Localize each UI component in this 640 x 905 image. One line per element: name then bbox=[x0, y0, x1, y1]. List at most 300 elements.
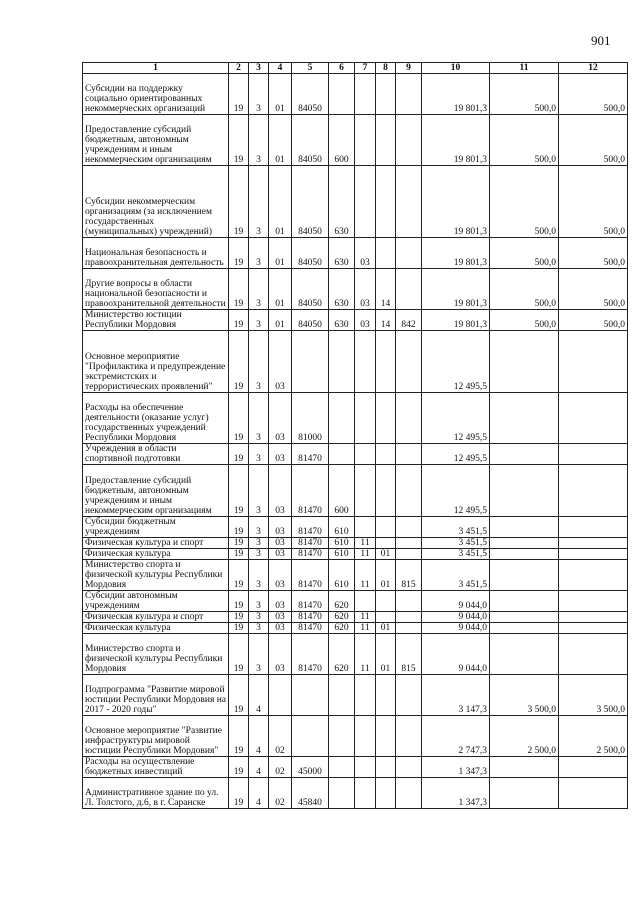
row-name-cell: Расходы на осуществление бюджетных инвестиций bbox=[83, 757, 229, 778]
header-cell: 2 bbox=[229, 63, 249, 74]
table-cell: 19 bbox=[229, 310, 249, 331]
table-cell: 3 bbox=[249, 538, 269, 549]
table-cell bbox=[292, 331, 329, 393]
table-cell bbox=[355, 393, 376, 444]
table-cell: 3 bbox=[249, 634, 269, 675]
table-cell: 500,0 bbox=[490, 115, 559, 166]
table-cell bbox=[329, 757, 355, 778]
table-cell: 19 801,3 bbox=[422, 310, 490, 331]
table-cell bbox=[490, 444, 559, 465]
table-cell: 3 bbox=[249, 549, 269, 560]
table-cell: 500,0 bbox=[490, 166, 559, 238]
row-name-cell: Предоставление субсидий бюджетным, автономным учреждениям и иным некоммерческим организациям bbox=[83, 465, 229, 517]
header-row bbox=[83, 63, 628, 74]
table-row bbox=[83, 74, 628, 115]
header-cell: 9 bbox=[396, 63, 422, 74]
table-cell: 3 500,0 bbox=[490, 675, 559, 716]
table-cell bbox=[376, 465, 396, 517]
table-cell bbox=[490, 591, 559, 612]
table-cell: 03 bbox=[269, 444, 292, 465]
table-row bbox=[83, 757, 628, 778]
table-cell bbox=[490, 623, 559, 634]
table-cell bbox=[376, 331, 396, 393]
table-cell bbox=[490, 549, 559, 560]
table-cell bbox=[376, 166, 396, 238]
table-cell bbox=[396, 444, 422, 465]
table-cell: 19 bbox=[229, 166, 249, 238]
table-cell: 11 bbox=[355, 560, 376, 591]
table-row bbox=[83, 778, 628, 809]
table-cell bbox=[329, 716, 355, 757]
table-cell: 03 bbox=[269, 517, 292, 538]
table-cell: 19 bbox=[229, 465, 249, 517]
table-cell: 11 bbox=[355, 634, 376, 675]
table-cell: 1 347,3 bbox=[422, 757, 490, 778]
budget-table bbox=[82, 62, 628, 809]
table-cell bbox=[396, 549, 422, 560]
header-cell: 6 bbox=[329, 63, 355, 74]
table-cell: 19 bbox=[229, 538, 249, 549]
table-row bbox=[83, 444, 628, 465]
table-cell bbox=[376, 393, 396, 444]
table-cell bbox=[329, 74, 355, 115]
table-cell: 03 bbox=[355, 269, 376, 310]
table-cell: 842 bbox=[396, 310, 422, 331]
table-cell: 500,0 bbox=[559, 74, 628, 115]
table-cell bbox=[396, 166, 422, 238]
table-row bbox=[83, 331, 628, 393]
table-cell: 500,0 bbox=[490, 74, 559, 115]
table-cell: 81470 bbox=[292, 465, 329, 517]
table-cell: 3 147,3 bbox=[422, 675, 490, 716]
table-cell: 3 bbox=[249, 166, 269, 238]
table-cell bbox=[355, 331, 376, 393]
table-row bbox=[83, 623, 628, 634]
table-cell: 03 bbox=[269, 465, 292, 517]
table-cell: 500,0 bbox=[559, 269, 628, 310]
table-cell bbox=[376, 115, 396, 166]
row-name-cell: Субсидии на поддержку социально ориентированных некоммерческих организаций bbox=[83, 74, 229, 115]
table-cell: 815 bbox=[396, 560, 422, 591]
table-cell: 02 bbox=[269, 757, 292, 778]
table-cell: 84050 bbox=[292, 166, 329, 238]
table-cell: 01 bbox=[269, 166, 292, 238]
table-row bbox=[83, 549, 628, 560]
table-cell bbox=[396, 591, 422, 612]
table-cell: 610 bbox=[329, 560, 355, 591]
row-name-cell: Субсидии автономным учреждениям bbox=[83, 591, 229, 612]
table-cell: 3 bbox=[249, 623, 269, 634]
table-cell: 12 495,5 bbox=[422, 393, 490, 444]
table-cell: 01 bbox=[376, 549, 396, 560]
table-cell bbox=[376, 517, 396, 538]
table-cell bbox=[329, 778, 355, 809]
table-cell: 3 bbox=[249, 393, 269, 444]
table-cell: 3 bbox=[249, 74, 269, 115]
table-cell bbox=[559, 757, 628, 778]
table-cell: 81000 bbox=[292, 393, 329, 444]
table-cell bbox=[292, 716, 329, 757]
table-row bbox=[83, 612, 628, 623]
table-cell: 11 bbox=[355, 612, 376, 623]
table-cell bbox=[376, 444, 396, 465]
row-name-cell: Административное здание по ул. Л. Толстого, д.6, в г. Саранске bbox=[83, 778, 229, 809]
header-cell: 8 bbox=[376, 63, 396, 74]
table-cell: 81470 bbox=[292, 444, 329, 465]
table-cell bbox=[559, 517, 628, 538]
row-name-cell: Подпрограмма "Развитие мировой юстиции Республики Мордовия на 2017 - 2020 годы" bbox=[83, 675, 229, 716]
table-cell bbox=[396, 517, 422, 538]
row-name-cell: Учреждения в области спортивной подготовки bbox=[83, 444, 229, 465]
table-cell bbox=[376, 716, 396, 757]
table-cell bbox=[490, 612, 559, 623]
table-cell bbox=[376, 757, 396, 778]
table-cell bbox=[396, 238, 422, 269]
table-cell bbox=[559, 591, 628, 612]
table-row bbox=[83, 393, 628, 444]
table-cell bbox=[376, 74, 396, 115]
table-cell: 19 bbox=[229, 549, 249, 560]
table-cell bbox=[396, 115, 422, 166]
table-row bbox=[83, 166, 628, 238]
table-cell bbox=[559, 331, 628, 393]
table-cell: 01 bbox=[269, 74, 292, 115]
table-cell bbox=[559, 465, 628, 517]
table-cell: 19 bbox=[229, 634, 249, 675]
table-cell: 3 451,5 bbox=[422, 538, 490, 549]
table-cell: 19 bbox=[229, 115, 249, 166]
table-cell bbox=[559, 560, 628, 591]
table-cell: 02 bbox=[269, 778, 292, 809]
table-cell: 11 bbox=[355, 623, 376, 634]
table-cell: 19 bbox=[229, 393, 249, 444]
table-cell: 500,0 bbox=[559, 310, 628, 331]
table-cell: 12 495,5 bbox=[422, 331, 490, 393]
table-row bbox=[83, 675, 628, 716]
header-cell: 5 bbox=[292, 63, 329, 74]
table-cell: 3 bbox=[249, 560, 269, 591]
table-cell: 620 bbox=[329, 623, 355, 634]
row-name-cell: Основное мероприятие "Развитие инфраструктуры мировой юстиции Республики Мордовия" bbox=[83, 716, 229, 757]
table-cell bbox=[396, 612, 422, 623]
table-cell: 19 bbox=[229, 331, 249, 393]
table-cell bbox=[490, 634, 559, 675]
table-cell: 19 801,3 bbox=[422, 269, 490, 310]
table-cell bbox=[355, 444, 376, 465]
table-row bbox=[83, 716, 628, 757]
row-name-cell: Физическая культура bbox=[83, 623, 229, 634]
table-cell: 03 bbox=[355, 238, 376, 269]
table-cell: 81470 bbox=[292, 591, 329, 612]
table-cell: 01 bbox=[376, 634, 396, 675]
table-cell bbox=[396, 675, 422, 716]
table-cell bbox=[396, 465, 422, 517]
table-cell bbox=[329, 331, 355, 393]
table-cell: 630 bbox=[329, 238, 355, 269]
table-cell: 81470 bbox=[292, 549, 329, 560]
table-cell: 19 bbox=[229, 778, 249, 809]
table-cell: 03 bbox=[269, 612, 292, 623]
table-cell: 620 bbox=[329, 591, 355, 612]
table-cell: 81470 bbox=[292, 538, 329, 549]
table-cell bbox=[396, 74, 422, 115]
table-cell bbox=[355, 675, 376, 716]
table-cell: 03 bbox=[269, 591, 292, 612]
table-cell bbox=[396, 393, 422, 444]
table-cell: 01 bbox=[269, 238, 292, 269]
table-cell: 01 bbox=[376, 560, 396, 591]
table-row bbox=[83, 591, 628, 612]
row-name-cell: Другие вопросы в области национальной безопасности и правоохранительной деятельности bbox=[83, 269, 229, 310]
table-cell: 19 801,3 bbox=[422, 166, 490, 238]
table-cell: 03 bbox=[269, 393, 292, 444]
table-cell: 3 bbox=[249, 331, 269, 393]
table-cell: 03 bbox=[269, 560, 292, 591]
table-cell: 3 bbox=[249, 115, 269, 166]
page-number: 901 bbox=[591, 33, 611, 48]
row-name-cell: Расходы на обеспечение деятельности (оказание услуг) государственных учреждений Республики Мордовия bbox=[83, 393, 229, 444]
table-cell: 500,0 bbox=[490, 269, 559, 310]
table-cell: 84050 bbox=[292, 238, 329, 269]
table-cell: 81470 bbox=[292, 634, 329, 675]
table-row bbox=[83, 560, 628, 591]
table-cell: 3 bbox=[249, 517, 269, 538]
table-cell bbox=[376, 591, 396, 612]
table-cell bbox=[559, 778, 628, 809]
header-cell: 10 bbox=[422, 63, 490, 74]
table-cell bbox=[396, 778, 422, 809]
table-cell: 81470 bbox=[292, 517, 329, 538]
table-cell: 19 bbox=[229, 74, 249, 115]
table-cell: 03 bbox=[269, 549, 292, 560]
table-cell bbox=[355, 115, 376, 166]
table-cell: 84050 bbox=[292, 115, 329, 166]
table-cell: 02 bbox=[269, 716, 292, 757]
header-cell: 11 bbox=[490, 63, 559, 74]
table-cell: 01 bbox=[269, 310, 292, 331]
table-cell: 500,0 bbox=[559, 238, 628, 269]
table-cell: 4 bbox=[249, 716, 269, 757]
table-cell bbox=[490, 778, 559, 809]
table-cell: 610 bbox=[329, 549, 355, 560]
table-cell: 3 bbox=[249, 310, 269, 331]
table-cell: 01 bbox=[269, 269, 292, 310]
table-cell bbox=[396, 538, 422, 549]
table-cell: 3 bbox=[249, 465, 269, 517]
table-cell: 12 495,5 bbox=[422, 465, 490, 517]
header-cell: 4 bbox=[269, 63, 292, 74]
table-cell: 4 bbox=[249, 778, 269, 809]
table-cell: 03 bbox=[269, 331, 292, 393]
table-cell: 500,0 bbox=[559, 166, 628, 238]
table-cell: 610 bbox=[329, 517, 355, 538]
table-cell: 4 bbox=[249, 757, 269, 778]
table-cell: 19 801,3 bbox=[422, 74, 490, 115]
table-cell bbox=[559, 612, 628, 623]
table-cell: 500,0 bbox=[559, 115, 628, 166]
row-name-cell: Министерство юстиции Республики Мордовия bbox=[83, 310, 229, 331]
table-cell: 81470 bbox=[292, 560, 329, 591]
table-cell bbox=[559, 393, 628, 444]
table-cell: 12 495,5 bbox=[422, 444, 490, 465]
table-row bbox=[83, 269, 628, 310]
table-cell bbox=[329, 393, 355, 444]
table-cell: 14 bbox=[376, 310, 396, 331]
table-cell: 9 044,0 bbox=[422, 634, 490, 675]
table-cell bbox=[292, 675, 329, 716]
table-cell: 14 bbox=[376, 269, 396, 310]
table-cell: 600 bbox=[329, 115, 355, 166]
table-cell: 19 bbox=[229, 612, 249, 623]
table-cell bbox=[355, 74, 376, 115]
table-cell: 84050 bbox=[292, 74, 329, 115]
table-cell: 620 bbox=[329, 612, 355, 623]
row-name-cell: Национальная безопасность и правоохранительная деятельность bbox=[83, 238, 229, 269]
table-cell: 19 bbox=[229, 716, 249, 757]
table-cell bbox=[329, 675, 355, 716]
table-cell: 03 bbox=[269, 623, 292, 634]
table-cell bbox=[355, 465, 376, 517]
table-cell: 610 bbox=[329, 538, 355, 549]
table-row bbox=[83, 465, 628, 517]
table-cell: 3 451,5 bbox=[422, 560, 490, 591]
table-cell: 2 500,0 bbox=[559, 716, 628, 757]
table-cell: 03 bbox=[355, 310, 376, 331]
table-cell bbox=[355, 778, 376, 809]
table-cell: 19 bbox=[229, 269, 249, 310]
table-cell: 45840 bbox=[292, 778, 329, 809]
header-cell: 12 bbox=[559, 63, 628, 74]
table-cell bbox=[355, 716, 376, 757]
table-cell: 9 044,0 bbox=[422, 623, 490, 634]
table-cell bbox=[376, 778, 396, 809]
table-cell: 19 bbox=[229, 444, 249, 465]
table-cell: 19 801,3 bbox=[422, 238, 490, 269]
table-cell: 19 bbox=[229, 623, 249, 634]
table-cell: 19 801,3 bbox=[422, 115, 490, 166]
table-cell: 815 bbox=[396, 634, 422, 675]
table-cell: 3 bbox=[249, 612, 269, 623]
table-cell: 81470 bbox=[292, 623, 329, 634]
table-cell: 500,0 bbox=[490, 310, 559, 331]
table-cell: 600 bbox=[329, 465, 355, 517]
table-cell bbox=[559, 538, 628, 549]
table-cell bbox=[355, 757, 376, 778]
table-cell: 3 451,5 bbox=[422, 549, 490, 560]
table-cell bbox=[355, 166, 376, 238]
table-cell: 620 bbox=[329, 634, 355, 675]
table-cell bbox=[490, 538, 559, 549]
table-cell: 81470 bbox=[292, 612, 329, 623]
table-cell: 11 bbox=[355, 549, 376, 560]
table-cell: 19 bbox=[229, 675, 249, 716]
table-cell: 01 bbox=[269, 115, 292, 166]
table-cell: 2 747,3 bbox=[422, 716, 490, 757]
table-cell: 84050 bbox=[292, 310, 329, 331]
table-cell bbox=[490, 560, 559, 591]
table-cell bbox=[559, 549, 628, 560]
table-cell: 1 347,3 bbox=[422, 778, 490, 809]
table-row bbox=[83, 517, 628, 538]
row-name-cell: Физическая культура bbox=[83, 549, 229, 560]
table-cell: 3 451,5 bbox=[422, 517, 490, 538]
table-cell: 500,0 bbox=[490, 238, 559, 269]
table-cell bbox=[559, 634, 628, 675]
table-cell bbox=[376, 238, 396, 269]
table-cell bbox=[396, 716, 422, 757]
table-cell bbox=[396, 623, 422, 634]
table-cell: 11 bbox=[355, 538, 376, 549]
table-cell bbox=[559, 444, 628, 465]
table-cell bbox=[269, 675, 292, 716]
table-cell: 84050 bbox=[292, 269, 329, 310]
table-cell: 03 bbox=[269, 634, 292, 675]
table-cell: 9 044,0 bbox=[422, 612, 490, 623]
table-cell bbox=[490, 517, 559, 538]
table-cell: 2 500,0 bbox=[490, 716, 559, 757]
row-name-cell: Предоставление субсидий бюджетным, автономным учреждениям и иным некоммерческим организациям bbox=[83, 115, 229, 166]
table-cell: 4 bbox=[249, 675, 269, 716]
table-cell bbox=[396, 757, 422, 778]
row-name-cell: Министерство спорта и физической культуры Республики Мордовия bbox=[83, 634, 229, 675]
table-row bbox=[83, 538, 628, 549]
table-cell: 9 044,0 bbox=[422, 591, 490, 612]
table-cell: 630 bbox=[329, 166, 355, 238]
table-cell: 3 500,0 bbox=[559, 675, 628, 716]
table-cell: 19 bbox=[229, 517, 249, 538]
table-row bbox=[83, 310, 628, 331]
header-cell: 1 bbox=[83, 63, 229, 74]
table-cell bbox=[490, 465, 559, 517]
table-cell bbox=[329, 444, 355, 465]
table-row bbox=[83, 634, 628, 675]
table-cell: 19 bbox=[229, 238, 249, 269]
table-cell bbox=[490, 757, 559, 778]
row-name-cell: Основное мероприятие "Профилактика и предупреждение экстремистских и террористических проявлений" bbox=[83, 331, 229, 393]
table-cell bbox=[376, 675, 396, 716]
table-cell bbox=[396, 331, 422, 393]
table-cell: 19 bbox=[229, 591, 249, 612]
row-name-cell: Субсидии бюджетным учреждениям bbox=[83, 517, 229, 538]
table-cell: 45000 bbox=[292, 757, 329, 778]
table-cell: 3 bbox=[249, 591, 269, 612]
table-cell: 03 bbox=[269, 538, 292, 549]
table-cell: 19 bbox=[229, 757, 249, 778]
table-row bbox=[83, 115, 628, 166]
table-row bbox=[83, 238, 628, 269]
row-name-cell: Субсидии некоммерческим организациям (за исключением государственных (муниципальных) учреждений) bbox=[83, 166, 229, 238]
table-cell bbox=[559, 623, 628, 634]
table-cell: 19 bbox=[229, 560, 249, 591]
table-cell: 630 bbox=[329, 310, 355, 331]
table-cell: 3 bbox=[249, 444, 269, 465]
table-cell: 630 bbox=[329, 269, 355, 310]
table-cell: 01 bbox=[376, 623, 396, 634]
table-cell: 3 bbox=[249, 238, 269, 269]
header-cell: 7 bbox=[355, 63, 376, 74]
table-cell bbox=[490, 393, 559, 444]
table-cell bbox=[490, 331, 559, 393]
table-cell bbox=[355, 517, 376, 538]
header-cell: 3 bbox=[249, 63, 269, 74]
table-cell bbox=[376, 538, 396, 549]
row-name-cell: Физическая культура и спорт bbox=[83, 612, 229, 623]
row-name-cell: Министерство спорта и физической культуры Республики Мордовия bbox=[83, 560, 229, 591]
row-name-cell: Физическая культура и спорт bbox=[83, 538, 229, 549]
table-cell bbox=[376, 612, 396, 623]
table-cell bbox=[355, 591, 376, 612]
table-cell: 3 bbox=[249, 269, 269, 310]
